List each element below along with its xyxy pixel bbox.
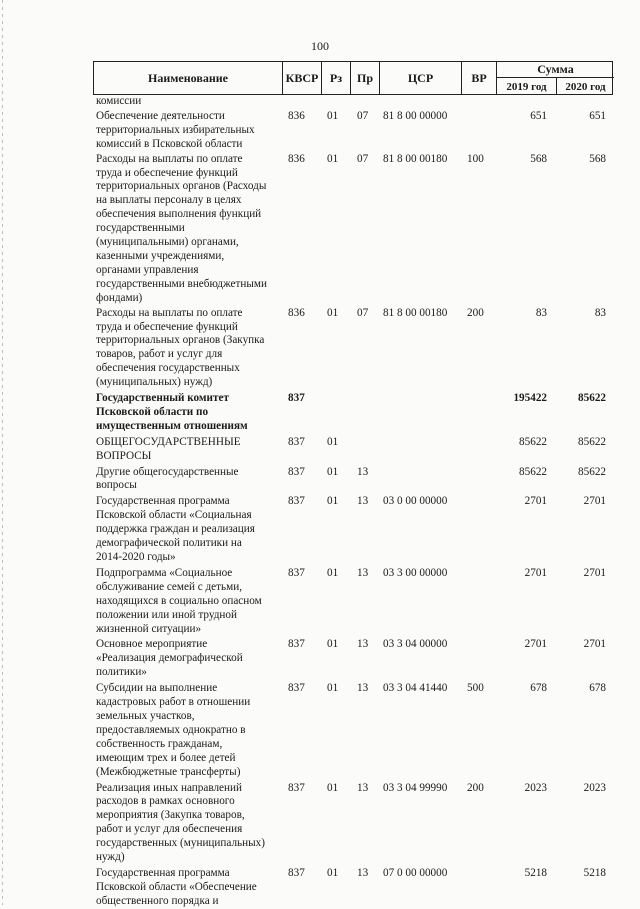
row-name: Основное мероприятие «Реализация демографической политики» (96, 638, 243, 679)
cell-sum-2019: 85622 (519, 435, 547, 448)
cell-sum-2020: 2023 (583, 781, 606, 794)
cell-sum-2019: 651 (530, 109, 547, 122)
cell-sum-2020: 651 (589, 109, 606, 122)
cell-rz: 01 (327, 465, 339, 478)
cell-sum-2019: 678 (530, 682, 547, 695)
cell-kvsr: 837 (288, 781, 305, 794)
cell-kvsr: 837 (288, 465, 305, 478)
cell-sum-2020: 85622 (578, 435, 606, 448)
cell-pr: 07 (357, 306, 369, 319)
row-name: Расходы на выплаты по оплате труда и обеспечение функций территориальных органов (Расходы на выплаты персоналу в целях обеспечения выполнения функций государственными (муниципальными) органами, казенными учреждениями, органами управления государственными внебюджетными фондами) (96, 152, 267, 304)
row-name: Другие общегосударственные вопросы (96, 465, 239, 492)
cell-pr: 13 (357, 465, 369, 478)
cell-vr: 100 (467, 152, 484, 165)
header-sum-group (497, 62, 614, 94)
header-kvsr: КВСР (283, 62, 322, 94)
cell-sum-2020: 678 (589, 682, 606, 695)
cell-sum-2019: 2701 (524, 638, 547, 651)
cell-csr: 03 3 00 00000 (383, 566, 448, 579)
cell-kvsr: 836 (288, 152, 305, 165)
cell-rz: 01 (327, 109, 339, 122)
row-name: Государственная программа Псковской области «Обеспечение общественного порядка и (96, 866, 257, 907)
cell-kvsr: 837 (288, 495, 305, 508)
cell-rz: 01 (327, 306, 339, 319)
table-header (93, 61, 613, 95)
cell-csr: 81 8 00 00180 (383, 152, 448, 165)
row-name: Подпрограмма «Социальное обслуживание семей с детьми, находящихся в социально опасном положении или иной трудной жизненной ситуации» (96, 566, 262, 635)
table-row (0, 567, 640, 637)
cell-sum-2019: 2701 (524, 495, 547, 508)
cell-rz: 01 (327, 566, 339, 579)
header-sum: Сумма (497, 62, 614, 78)
table-row (0, 495, 640, 565)
cell-sum-2019: 85622 (519, 465, 547, 478)
page-number: 100 (311, 39, 329, 53)
cell-sum-2020: 85622 (578, 465, 606, 478)
cell-sum-2019: 83 (535, 306, 547, 319)
cell-kvsr: 837 (288, 638, 305, 651)
cell-sum-2019: 5218 (524, 866, 547, 879)
cell-pr: 13 (357, 866, 369, 879)
table-row (0, 682, 640, 779)
cell-kvsr: 837 (288, 682, 305, 695)
header-csr: ЦСР (380, 62, 462, 94)
table-row (0, 782, 640, 865)
header-pr: Пр (351, 62, 380, 94)
table-row (0, 436, 640, 464)
cell-vr: 200 (467, 306, 484, 319)
cell-sum-2019: 2701 (524, 566, 547, 579)
table-row (0, 153, 640, 306)
cell-pr: 13 (357, 638, 369, 651)
row-name: комиссии (96, 95, 142, 107)
cell-vr: 200 (467, 781, 484, 794)
cell-sum-2020: 568 (589, 152, 606, 165)
cell-rz: 01 (327, 781, 339, 794)
cell-rz: 01 (327, 638, 339, 651)
table-row (0, 392, 640, 434)
cell-kvsr: 837 (288, 392, 305, 405)
cell-kvsr: 836 (288, 109, 305, 122)
cell-csr: 03 3 04 41440 (383, 682, 448, 695)
cell-rz: 01 (327, 435, 339, 448)
cell-csr: 07 0 00 00000 (383, 866, 448, 879)
cell-pr: 13 (357, 495, 369, 508)
table-row (0, 638, 640, 680)
cell-sum-2019: 195422 (513, 392, 547, 405)
table-row (0, 95, 640, 109)
cell-csr: 81 8 00 00000 (383, 109, 448, 122)
cell-sum-2020: 83 (594, 306, 606, 319)
row-name: Субсидии на выполнение кадастровых работ в отношении земельных участков, предоставляемых однократно в собственность гражданам, имеющим трех и более детей (Межбюджетные трансферты) (96, 682, 251, 778)
cell-csr: 81 8 00 00180 (383, 306, 448, 319)
header-name: Наименование (94, 62, 283, 94)
table-row (0, 110, 640, 152)
table-row (0, 307, 640, 390)
header-year-2019: 2019 год (497, 78, 557, 95)
row-name: Обеспечение деятельности территориальных избирательных комиссий в Псковской области (96, 109, 255, 150)
cell-kvsr: 837 (288, 435, 305, 448)
cell-pr: 13 (357, 781, 369, 794)
cell-kvsr: 837 (288, 866, 305, 879)
cell-pr: 07 (357, 109, 369, 122)
cell-csr: 03 3 04 00000 (383, 638, 448, 651)
cell-csr: 03 3 04 99990 (383, 781, 448, 794)
cell-kvsr: 836 (288, 306, 305, 319)
header-year-2020: 2020 год (565, 80, 606, 93)
cell-sum-2020: 2701 (583, 566, 606, 579)
cell-rz: 01 (327, 682, 339, 695)
cell-sum-2020: 2701 (583, 495, 606, 508)
cell-pr: 13 (357, 682, 369, 695)
header-vr: ВР (462, 62, 497, 94)
table-row (0, 867, 640, 909)
cell-pr: 13 (357, 566, 369, 579)
cell-sum-2019: 2023 (524, 781, 547, 794)
cell-sum-2020: 5218 (583, 866, 606, 879)
row-name: Реализация иных направлений расходов в рамках основного мероприятия (Закупка товаров, работ и услуг для обеспечения государственных (муниципальных) нужд) (96, 781, 265, 864)
cell-pr: 07 (357, 152, 369, 165)
cell-sum-2020: 2701 (583, 638, 606, 651)
cell-vr: 500 (467, 682, 484, 695)
row-name: Расходы на выплаты по оплате труда и обеспечение функций территориальных органов (Закупка товаров, работ и услуг для обеспечения государственных (муниципальных) нужд) (96, 306, 265, 389)
table-body (0, 95, 640, 909)
row-name: Государственная программа Псковской области «Социальная поддержка граждан и реализация демографической политики на 2014-2020 годы» (96, 495, 255, 563)
cell-rz: 01 (327, 152, 339, 165)
cell-csr: 03 0 00 00000 (383, 495, 448, 508)
cell-sum-2020: 85622 (578, 392, 606, 405)
cell-kvsr: 837 (288, 566, 305, 579)
cell-rz: 01 (327, 495, 339, 508)
table-row (0, 466, 640, 494)
row-name: ОБЩЕГОСУДАРСТВЕННЫЕ ВОПРОСЫ (96, 435, 241, 462)
cell-rz: 01 (327, 866, 339, 879)
header-rz: Рз (322, 62, 351, 94)
cell-sum-2019: 568 (530, 152, 547, 165)
row-name: Государственный комитет Псковской области по имущественным отношениям (96, 392, 248, 432)
